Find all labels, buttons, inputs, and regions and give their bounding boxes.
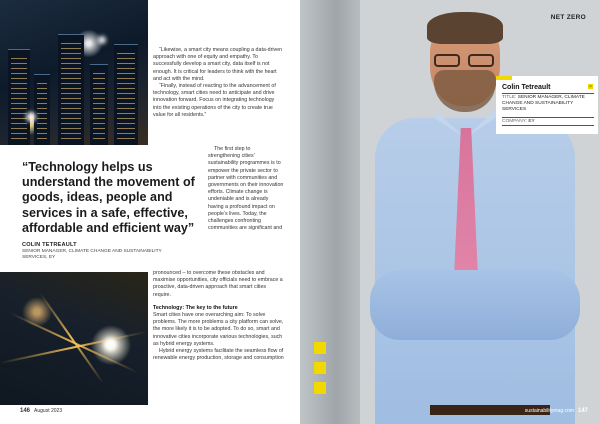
body-column-a [153,47,283,119]
paragraph: “Likewise, a smart city means coupling a data-driven approach with one of equity and empathy. To successfully develop a smart city, data itself is not enough. It is critical for leaders to think with the heart and act with the mind. [153,47,283,82]
glasses [434,54,496,68]
accent-square [314,342,326,354]
crossed-arms [370,270,580,340]
light-flare [26,112,36,122]
card-accent-bar [496,76,512,80]
page-number: 147 [577,408,588,414]
beard [434,70,496,112]
paragraph: Smart cities have one overarching aim: To solve problems. The more problems a city platform can solve, the more likely it is to be adopted. To do so, smart and innovative cities incorporate various technologies, such as hybrid energy systems. [153,312,284,347]
building [58,34,84,145]
profile-name: Colin Tetreault [502,84,551,91]
paragraph: The first step to strengthening cities’ sustainability programmes is to empower the private sector to partner with communities and governments on their innovation efforts. Climate change is undeniable and is already having a profound impact on people’s lives. Today, the challenges confronting communities are significant and [208,146,284,232]
section-tag: NET ZERO [550,14,586,21]
accent-square [314,362,326,374]
building [8,49,30,145]
paragraph: Hybrid energy systems facilitate the seamless flow of renewable energy production, storage and consumption [153,348,284,362]
light-flare [98,36,106,44]
quote-attribution-name: COLIN TETREAULT [22,242,77,248]
site-url: sustainabilitymag.com [524,408,574,414]
building [90,64,108,145]
left-folio [20,408,62,414]
paragraph: pronounced – to overcome these obstacles and maximise opportunities, city officials need to embrace a proactive, data-driven approach that smart cities require. [153,270,283,298]
profile-company: COMPANY: EY [502,117,594,126]
linkedin-icon[interactable]: in [589,84,592,88]
subheading: Technology: The key to the future [153,304,238,311]
building [34,74,50,145]
page-number: 146 [20,408,31,414]
hair [427,12,503,44]
light-trail [0,331,147,364]
body-column-c [153,270,285,362]
profile-card [496,76,598,134]
right-folio [525,408,588,414]
light-trail [39,292,104,383]
accent-square [314,382,326,394]
quote-attribution-title: SENIOR MANAGER, CLIMATE CHANGE AND SUSTAINABILITY SERVICES, EY [22,249,162,260]
portrait-photo [330,10,590,424]
paragraph: “Finally, instead of reacting to the advancement of technology, smart cities need to anticipate and drive innovation forward. Focus on integrating technology into the existing operations of the city to create true value for all residents.” [153,83,276,118]
city-skyline-photo [0,0,148,145]
building [114,44,138,145]
light-flare [104,338,116,350]
issue-date: August 2023 [34,408,63,414]
city-street-photo [0,272,148,405]
body-column-b [208,146,284,232]
pull-quote: “Technology helps us understand the movement of goods, ideas, people and services in a safe, effective, affordable and efficient way” [22,160,195,235]
right-page [300,0,600,424]
profile-title: TITLE: SENIOR MANAGER, CLIMATE CHANGE AND SUSTAINABILITY SERVICES [502,93,594,113]
